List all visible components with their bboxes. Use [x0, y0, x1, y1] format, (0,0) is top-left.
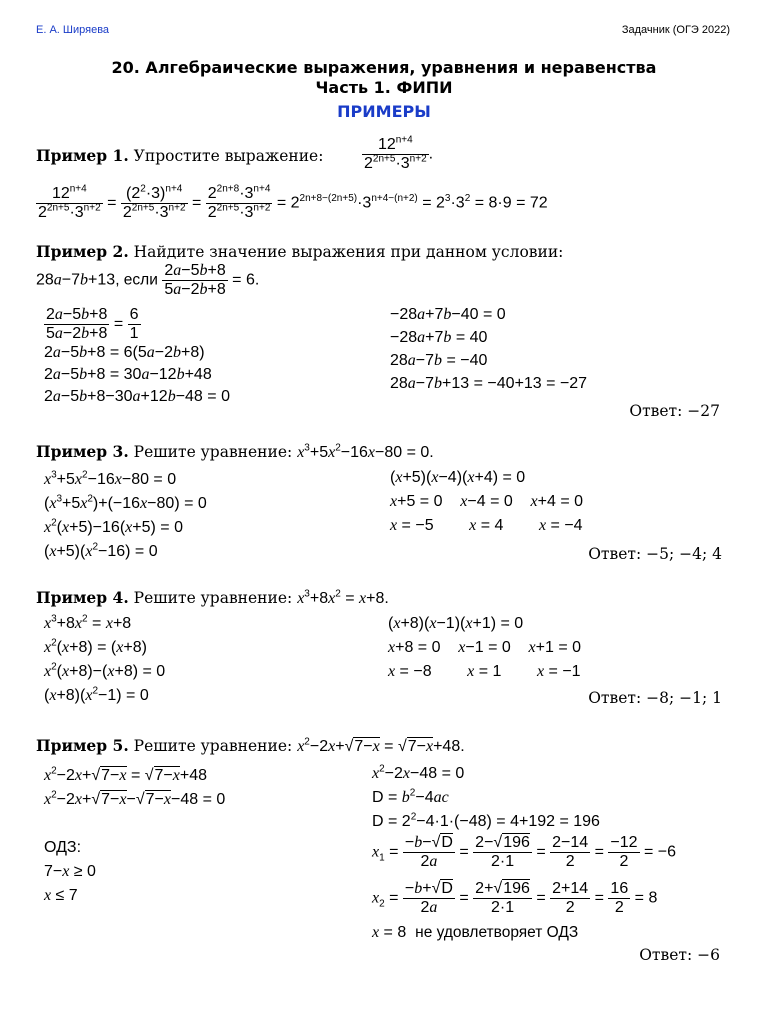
author-name: Е. А. Ширяева [36, 24, 110, 36]
example-label: Пример 3. [36, 442, 129, 461]
example-5-solution-left: $x^2-2x+√7-x = √7-x+48$ $x^2-2x+√7-x-√7-x-48 = 0$ [44, 765, 226, 808]
example-3-heading: Пример 3. Решите уравнение: $x^3+5x^2-16x-80 = 0$. [36, 442, 434, 461]
answer-value: −27 [687, 402, 720, 420]
example-5-heading: Пример 5. Решите уравнение: $x^2-2x+√7-x = √7-x+48$. [36, 736, 465, 755]
example-5-root-1: $x_1$ = $\frac{-b-√D}{2a}$ = $\frac{2-√196}{2\cdot 1}$ = $\frac{2-14}{2}$ = $\frac{-12}{2}$ = −6 [372, 834, 677, 870]
example-task: Решите уравнение: [133, 589, 293, 607]
example-2-solution-right: −28a+7b−40 = 0 −28a+7b = 40 28a−7b = −40 28a−7b+13 = −40+13 = −27 [390, 306, 588, 392]
example-3-solution-left: $x^3+5x^2-16x-80 = 0$ $(x^3+5x^2)+(-16x-80) = 0$ $x^2(x+5)-16(x+5) = 0$ $(x+5)(x^2-16) = 0$ [44, 469, 207, 560]
example-label: Пример 4. [36, 588, 129, 607]
chapter-title: 20. Алгебраические выражения, уравнения и неравенства [111, 58, 657, 77]
example-5-root-2: $x_2$ = $\frac{-b+√D}{2a}$ = $\frac{2+√196}{2\cdot 1}$ = $\frac{2+14}{2}$ = $\frac{16}{2}$ = 8 [372, 880, 658, 916]
example-3-solution-right: (x+5)(x−4)(x+4) = 0 x+5 = 0 x−4 = 0 x+4 = 0 x = −5 x = 4 x = −4 [390, 469, 584, 534]
section-heading: ПРИМЕРЫ [337, 102, 431, 121]
example-2-answer: Ответ: −27 [629, 402, 720, 420]
example-label: Пример 1. [36, 146, 129, 165]
example-2-heading [36, 242, 563, 261]
example-label: Пример 5. [36, 736, 129, 755]
example-4-solution-right: (x+8)(x−1)(x+1) = 0 x+8 = 0 x−1 = 0 x+1 = 0 x = −8 x = 1 x = −1 [388, 615, 582, 680]
example-5-odz: ОДЗ: 7−x ≥ 0 x ≤ 7 [44, 836, 96, 908]
example-1-heading [36, 146, 323, 165]
reject-note: не удовлетворяет ОДЗ [415, 924, 579, 941]
example-4-heading: Пример 4. Решите уравнение: $x^3+8x^2 = x+8$. [36, 588, 389, 607]
answer-value: −8; −1; 1 [646, 689, 722, 707]
condition-word: , если [115, 271, 158, 289]
example-4-answer: Ответ: −8; −1; 1 [588, 689, 722, 707]
example-2-solution-left: $\frac{2a-5b+8}{5a-2b+8}$ = $\frac{6}{1}$ 2a−5b+8 = 6(5a−2b+8) 2a−5b+8 = 30a−12b+48 2a−5b+8−30a+12b−48 = 0 [44, 306, 230, 406]
odz-label: ОДЗ: [44, 839, 82, 856]
answer-value: −5; −4; 4 [646, 545, 722, 563]
example-5-answer: Ответ: −6 [639, 946, 720, 964]
example-1-expression: $\frac{12^{n+4}}{2^{2n+5}\cdot 3^{n+2}}$ . [364, 134, 434, 172]
example-5-reject: x = 8 не удовлетворяет ОДЗ [372, 924, 579, 941]
example-task: Решите уравнение: [133, 443, 293, 461]
example-3-answer: Ответ: −5; −4; 4 [588, 545, 722, 563]
example-2-condition: 28a−7b+13, если $\frac{2a-5b+8}{5a-2b+8}$ = 6. [36, 262, 260, 298]
example-task: Упростите выражение: [133, 147, 324, 165]
example-label: Пример 2. [36, 242, 129, 261]
example-task: Решите уравнение: [133, 737, 293, 755]
answer-value: −6 [697, 946, 720, 964]
example-1-solution: $\frac{12^{n+4}}{2^{2n+5}\cdot 3^{n+2}}$ = $\frac{(2^2\cdot 3)^{n+4}}{2^{2n+5}\cdot 3^{n+2}}$ = $\frac{2^{2n+8}\cdot 3^{n+4}}{2^{2n+5}\cdot 3^{n+2}}$ = $2^{2n+8-(2n+5)}\cdot 3^{n+4-(n+2)} = 2^3\cdot 3^2 = 8\cdot 9 = 72$ [38, 183, 548, 221]
example-task: Найдите значение выражения при данном условии: [133, 243, 564, 261]
example-4-solution-left: $x^3+8x^2 = x+8$ $x^2(x+8) = (x+8)$ $x^2(x+8)-(x+8) = 0$ $(x+8)(x^2-1) = 0$ [44, 613, 166, 704]
example-5-solution-right: $x^2-2x-48 = 0$ $D = b^2-4ac$ $D = 2^2-4\cdot 1\cdot(-48) = 4+192 = 196$ [372, 763, 600, 830]
book-title: Задачник (ОГЭ 2022) [621, 24, 730, 36]
chapter-subtitle: Часть 1. ФИПИ [315, 78, 453, 97]
